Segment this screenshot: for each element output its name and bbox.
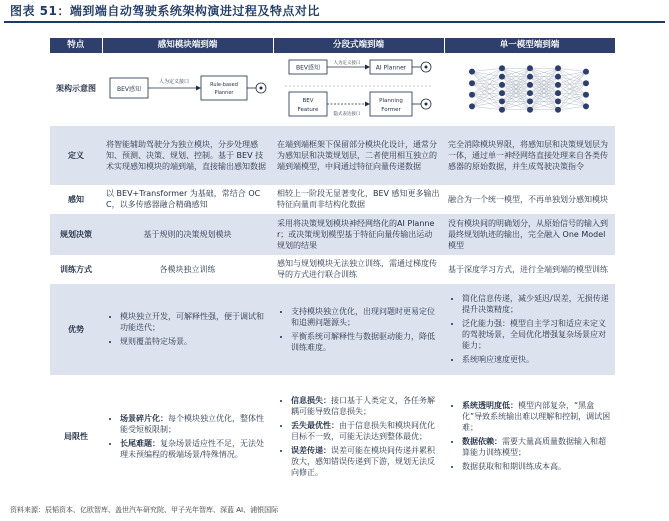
network-node	[555, 82, 561, 88]
svg-text:BEV感知: BEV感知	[295, 64, 320, 72]
svg-text:AI Planner: AI Planner	[375, 64, 406, 72]
limitations-perception-e2e	[102, 375, 273, 497]
svg-text:BEV: BEV	[301, 97, 314, 104]
perception-single-model-e2e: 融合为一个统一模型，不再单独划分感知模块	[444, 185, 615, 213]
network-node	[583, 103, 589, 109]
title-divider	[4, 21, 665, 23]
row-label-diagram: 架构示意图	[50, 53, 102, 125]
training-segmented-e2e: 感知与规划模块无法独立训练，需通过梯度传导的方式进行联合训练	[273, 255, 444, 283]
limitation-item: • 长尾难题：复杂场景适应性不足，无法处理未预编程的极端场景/特殊情况。	[120, 438, 269, 460]
segmented-e2e-diagram	[279, 56, 439, 122]
planning-perception-e2e: 基于规则的决策规划模块	[102, 213, 273, 255]
limitation-item: • 系统透明度低：模型内部复杂，“黑盒化”导致系统输出难以理解和控制，调试困难；	[462, 400, 611, 433]
network-node	[527, 106, 533, 112]
network-node	[583, 80, 589, 86]
network-node	[469, 68, 475, 74]
network-node	[527, 90, 533, 96]
network-node	[583, 68, 589, 74]
network-node	[555, 98, 561, 104]
advantage-item: • 系统响应速度更快。	[462, 354, 611, 365]
diagram-segmented-e2e	[273, 53, 444, 125]
network-node	[555, 106, 561, 112]
svg-text:Feature: Feature	[297, 106, 318, 113]
comparison-table	[50, 38, 616, 498]
network-node	[527, 73, 533, 79]
header-feature: 特点	[50, 38, 102, 53]
row-label-limitations: 局限性	[50, 375, 102, 497]
network-node	[555, 65, 561, 71]
advantage-item: • 规则覆盖特定场景。	[120, 336, 269, 347]
row-label-definition: 定义	[50, 125, 102, 185]
svg-text:Planner: Planner	[214, 89, 233, 96]
advantage-item: • 平衡系统可解释性与数据驱动能力，降低训练难度。	[291, 331, 440, 353]
advantage-item: • 简化信息传递，减少延迟/误差，无损传递提升决策精度；	[462, 293, 611, 315]
network-node	[583, 92, 589, 98]
advantage-item: • 模块独立开发，可解释性强，便于调试和功能迭代；	[120, 311, 269, 333]
limitations-single-model-e2e	[444, 375, 615, 497]
training-single-model-e2e: 基于深度学习方式，进行全端到端的模型训练	[444, 255, 615, 283]
perception-segmented-e2e: 相较上一阶段无显著变化，BEV 感知更多输出特征向量而非结构化数据	[273, 185, 444, 213]
diag1-interface-label: 人为定义接口	[158, 78, 189, 85]
row-label-perception: 感知	[50, 185, 102, 213]
header-single-model-e2e: 单一模型端到端	[444, 38, 615, 53]
diag1-box-bev: BEV感知	[116, 85, 141, 93]
limitation-item: • 丢失最优性：由于信息损失和模块间优化目标不一致，可能无法达到整体最优；	[291, 420, 440, 442]
svg-text:Planning: Planning	[378, 97, 403, 104]
network-node	[469, 103, 475, 109]
network-node	[527, 65, 533, 71]
network-node	[555, 90, 561, 96]
network-node	[499, 73, 505, 79]
network-node	[469, 80, 475, 86]
perception-e2e-diagram	[108, 64, 268, 114]
network-node	[499, 98, 505, 104]
row-label-advantages: 优势	[50, 283, 102, 375]
advantages-perception-e2e	[102, 283, 273, 375]
advantage-item: • 支持模块独立优化，出现问题时更易定位和追溯问题源头；	[291, 306, 440, 328]
planning-single-model-e2e: 没有模块间的明确划分，从原始信号的输入到最终规划轨迹的输出，完全融入 One Model 模型	[444, 213, 615, 255]
network-node	[555, 73, 561, 79]
svg-text:隐式表达接口: 隐式表达接口	[333, 111, 360, 117]
definition-segmented-e2e: 在端到端框架下保留部分模块化设计，通常分为感知层和决策规划层，二者使用相互独立的端到端模型，中间通过特征向量传递数据	[273, 125, 444, 185]
definition-single-model-e2e: 完全消除模块界限，将感知层和决策规划层为一体，通过单一神经网络直接处理来自各类传感器的原始数据，并生成驾驶决策指令	[444, 125, 615, 185]
svg-text:Rule-based: Rule-based	[209, 81, 238, 88]
limitation-item: • 误差传递：误差可能在模块间传递并累积放大，感知错误传递到下游，规划无法反向修正。	[291, 445, 440, 478]
source-note: 资料来源：辰韬资本、亿欧智库、盖世汽车研究院、甲子光年智库、深蓝 AI、浦银国际	[10, 506, 279, 514]
limitation-item: • 数据获取和和期训练成本高。	[462, 461, 611, 472]
network-node	[499, 90, 505, 96]
limitation-item: • 信息损失：接口基于人类定义，各任务解耦可能导致信息损失；	[291, 395, 440, 417]
figure-title: 图表 51：端到端自动驾驶系统架构演进过程及特点对比	[10, 4, 320, 18]
header-segmented-e2e: 分段式端到端	[273, 38, 444, 53]
network-node	[499, 65, 505, 71]
diagram-single-model-e2e	[444, 53, 615, 125]
advantages-single-model-e2e	[444, 283, 615, 375]
row-label-planning: 规划决策	[50, 213, 102, 255]
neural-network-diagram	[450, 56, 610, 122]
training-perception-e2e: 各模块独立训练	[102, 255, 273, 283]
network-node	[499, 106, 505, 112]
perception-perception-e2e: 以 BEV+Transformer 为基础，常结合 OCC，以多传感器融合精确感知	[102, 185, 273, 213]
limitation-item: • 数据依赖：需要大量高质量数据输入和超算能力训练模型；	[462, 436, 611, 458]
row-label-training: 训练方式	[50, 255, 102, 283]
planning-segmented-e2e: 采用将决策规划模块神经网络化的AI Planner；或决策规划模型基于特征向量传输出运动规划的结果	[273, 213, 444, 255]
diagram-perception-e2e	[102, 53, 273, 125]
network-node	[527, 98, 533, 104]
advantages-segmented-e2e	[273, 283, 444, 375]
svg-text:Former: Former	[380, 106, 401, 113]
limitations-segmented-e2e	[273, 375, 444, 497]
advantage-item: • 泛化能力强：模型自主学习和适应未定义的驾驶场景，全局优化增强复杂场景应对能力；	[462, 318, 611, 351]
network-node	[499, 82, 505, 88]
network-node	[469, 92, 475, 98]
header-perception-e2e: 感知模块端到端	[102, 38, 273, 53]
network-node	[527, 82, 533, 88]
svg-text:人为定义接口: 人为定义接口	[333, 60, 360, 66]
limitation-item: • 场景碎片化：每个模块独立优化，整体性能受短板限制；	[120, 413, 269, 435]
definition-perception-e2e: 将智能辅助驾驶分为独立模块，分步处理感知、预测、决策、规划、控制。基于 BEV 技术实现感知模块的端到端，直接输出感知数据	[102, 125, 273, 185]
